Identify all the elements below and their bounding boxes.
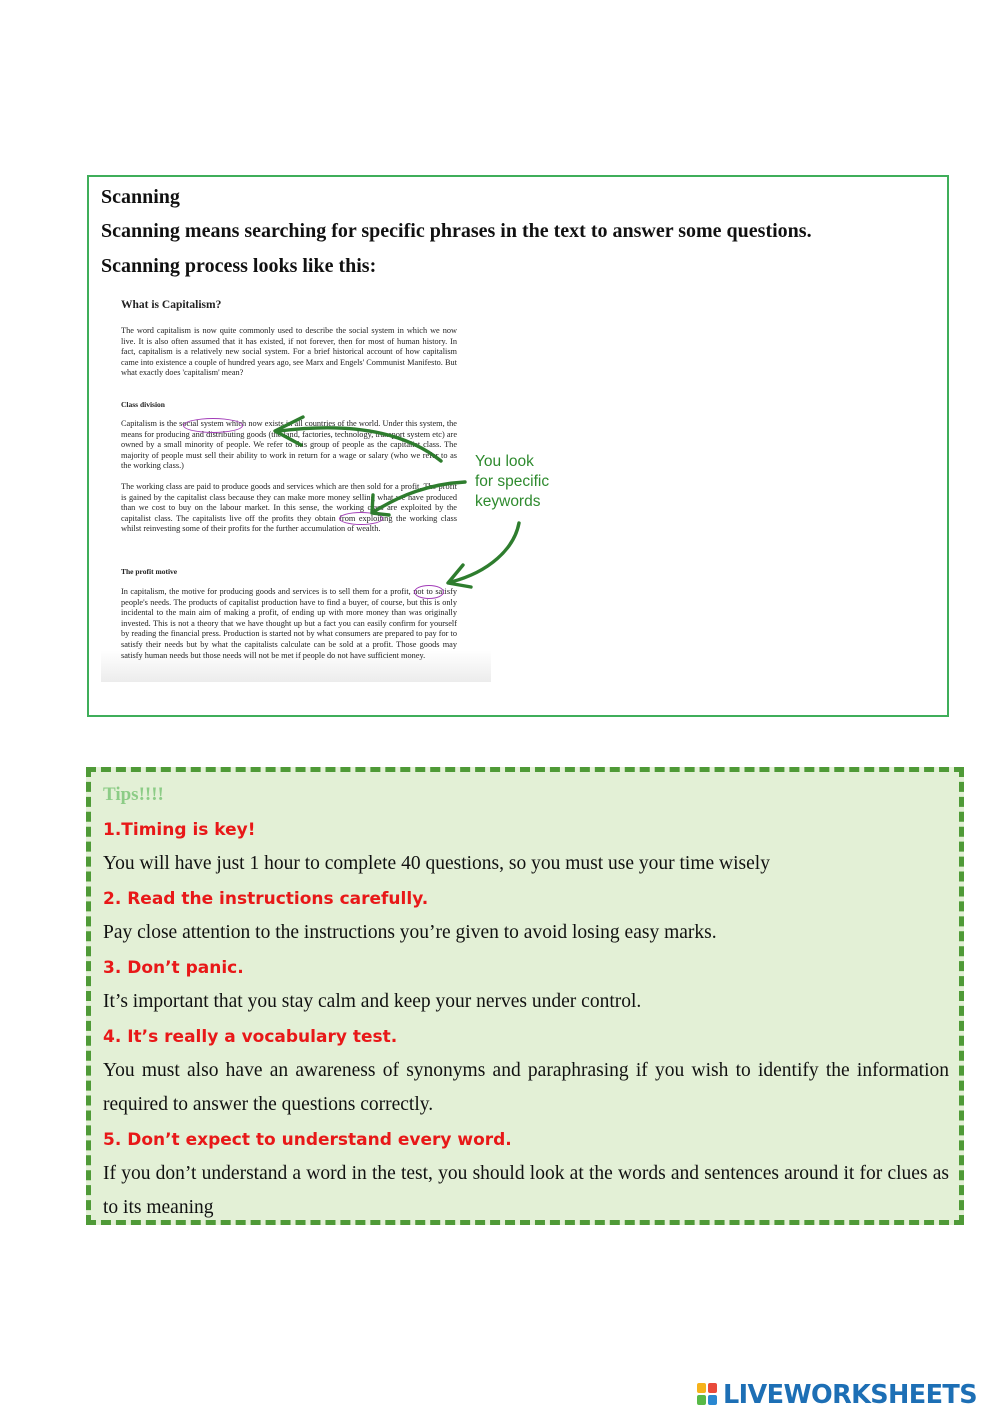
excerpt-title: What is Capitalism? xyxy=(121,299,222,311)
liveworksheets-logo-text: LIVEWORKSHEETS xyxy=(723,1380,977,1410)
excerpt-para-working-class: The working class are paid to produce goods and services which are then sold for a profit. The profit is gained by the capitalist class because they can make more money selling what we have produced than we cost to buy on the labour market. In this sense, the working class are exploited by the capitalist class. The capitalists live off the profits they obtain from exploiting the working class whilst reinvesting some of their profits for the further accumulation of wealth. xyxy=(121,482,457,534)
excerpt-para-profit-motive: In capitalism, the motive for producing goods and services is to sell them for a profit, not to satisfy people's needs. The products of capitalist production have to find a buyer, of course, but this is only incidental to the main aim of making a profit, of ending up with more money than was originally invested. This is not a theory that we have thought up but a fact you can easily confirm for yourself by reading the financial press. Production is started not by what consumers are prepared to pay for to satisfy their needs but by what the capitalists calculate can be sold at a profit. Those goods may satisfy human needs but those needs will not be met if people do not have sufficient money. xyxy=(121,587,457,660)
green-arrows-icon xyxy=(89,177,949,717)
tip-body-2: Pay close attention to the instructions you’re given to avoid losing easy marks. xyxy=(103,922,717,943)
tip-heading-3: 3. Don’t panic. xyxy=(103,958,244,978)
tip-body-5: If you don’t understand a word in the test, you should look at the words and sentences around it for clues as to its meaning xyxy=(103,1163,949,1218)
tip-heading-1: 1.Timing is key! xyxy=(103,820,256,840)
scanning-process-label: Scanning process looks like this: xyxy=(101,255,377,277)
tips-box xyxy=(86,767,964,1225)
callout-line-3: keywords xyxy=(475,493,541,510)
scanning-box xyxy=(87,175,949,717)
callout-line-2: for specific xyxy=(475,473,550,490)
tip-heading-2: 2. Read the instructions carefully. xyxy=(103,889,429,909)
excerpt-heading-profit-motive: The profit motive xyxy=(121,567,178,576)
tip-body-3: It’s important that you stay calm and keep your nerves under control. xyxy=(103,991,642,1012)
callout-text xyxy=(475,452,549,512)
tips-label: Tips!!!! xyxy=(103,784,164,805)
excerpt-para-class-division: Capitalism is the social system which now exists in all countries of the world. Under this system, the means for producing and distributing goods (the land, factories, technology, transport system etc) are owned by a small minority of people. We refer to this group of people as the capitalist class. The majority of people must sell their ability to work in return for a wage or salary (who we refer to as the working class.) xyxy=(121,419,457,471)
scanning-title: Scanning xyxy=(101,186,180,208)
excerpt-heading-class-division: Class division xyxy=(121,400,165,409)
tip-heading-4: 4. It’s really a vocabulary test. xyxy=(103,1027,398,1047)
scanning-definition: Scanning means searching for specific phrases in the text to answer some questions. xyxy=(101,220,812,242)
callout-line-1: You look xyxy=(475,453,534,470)
liveworksheets-logo-icon xyxy=(697,1383,719,1407)
tip-body-1: You will have just 1 hour to complete 40 questions, so you must use your time wisely xyxy=(103,853,770,874)
excerpt-intro: The word capitalism is now quite commonly used to describe the social system in which we now live. It is also often assumed that it has existed, if not forever, then for most of human history. In fact, capitalism is a relatively new social system. For a brief historical account of how capitalism came into existence a couple of hundred years ago, see Marx and Engels' Communist Manifesto. But what exactly does 'capitalism' mean? xyxy=(121,326,457,378)
tip-body-4: You must also have an awareness of synonyms and paraphrasing if you wish to identify the information required to answer the questions correctly. xyxy=(103,1060,949,1115)
tip-heading-5: 5. Don’t expect to understand every word. xyxy=(103,1130,512,1150)
